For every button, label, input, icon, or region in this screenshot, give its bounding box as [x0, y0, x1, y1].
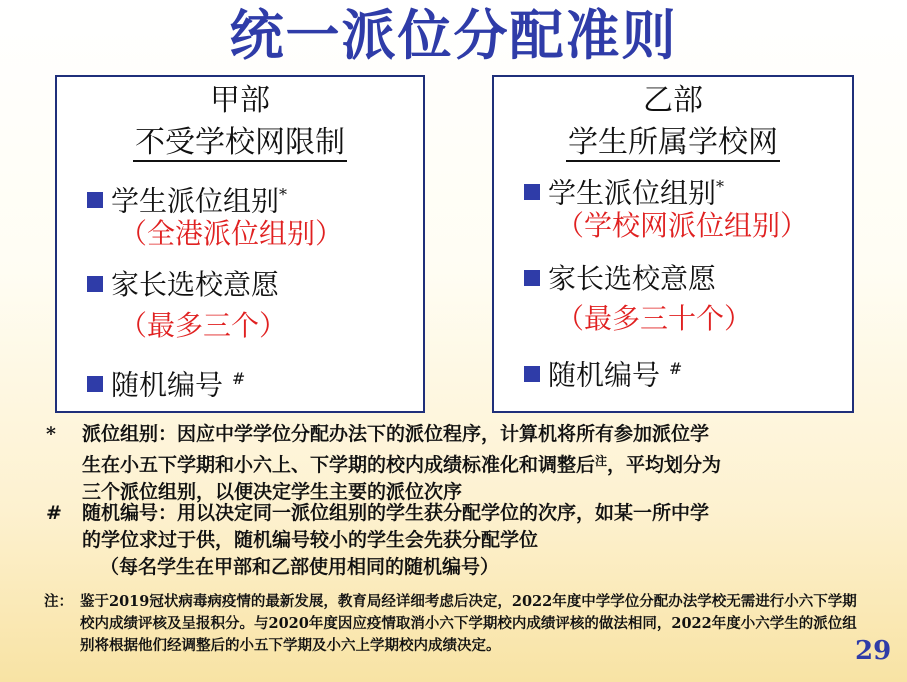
- list-item-random-number: 随机编号 #: [87, 361, 245, 403]
- panel-a-subheading: 不受学校网限制: [135, 125, 345, 160]
- panel-a-heading: 甲部: [210, 83, 270, 118]
- parental-choice-note: （最多三十个）: [556, 302, 753, 335]
- slide-title: 统一派位分配准则: [229, 3, 678, 67]
- list-item-parental-choice: 家长选校意愿: [524, 261, 716, 297]
- list-item-parental-choice: 家长选校意愿: [87, 267, 279, 303]
- list-item-random-number: 随机编号 #: [524, 351, 682, 393]
- allocation-band-note: （全港派位组别）: [119, 217, 344, 250]
- square-bullet-icon: [524, 366, 540, 382]
- list-item-allocation-band: 学生派位组别*: [524, 169, 724, 211]
- page-number: 29: [855, 636, 892, 666]
- panel-b-subheading: 学生所属学校网: [568, 125, 778, 160]
- panel-b-heading: 乙部: [643, 83, 703, 118]
- allocation-band-note: （学校网派位组别）: [556, 209, 809, 242]
- footnote-hash-mark: #: [46, 502, 62, 524]
- panel-part-b: [492, 75, 854, 413]
- footnote-star-text: 派位组别：因应中学学位分配办法下的派位程序，计算机将所有参加派位学 生在小五下学期和小六上、下学期的校内成绩标准化和调整后$^注$，平均划分为 三个派位组别，以便决定学生主要的派位次序: [82, 423, 722, 503]
- square-bullet-icon: [87, 276, 103, 292]
- note-text: 鉴于2019冠状病毒病疫情的最新发展，教育局经详细考虑后决定，2022年度中学学位分配办法学校无需进行小六下学期校内成绩评核及呈报积分。与2020年度因应疫情取消小六下学期校内成绩评核的做法相同，2022年度小六学生的派位组别将根据他们经调整后的小五下学期及小六上学期校内成绩决定。: [80, 593, 857, 654]
- note-label: 注：: [44, 593, 73, 610]
- square-bullet-icon: [524, 270, 540, 286]
- square-bullet-icon: [87, 376, 103, 392]
- footnote-star-mark: *: [46, 423, 56, 445]
- parental-choice-note: （最多三个）: [119, 309, 288, 342]
- list-item-allocation-band: 学生派位组别*: [87, 177, 287, 219]
- panel-part-a: [55, 75, 425, 413]
- square-bullet-icon: [87, 192, 103, 208]
- square-bullet-icon: [524, 184, 540, 200]
- footnote-hash-text: 随机编号：用以决定同一派位组别的学生获分配学位的次序，如某一所中学 的学位求过于供，随机编号较小的学生会先获分配学位 （每名学生在甲部和乙部使用相同的随机编号）: [82, 502, 710, 578]
